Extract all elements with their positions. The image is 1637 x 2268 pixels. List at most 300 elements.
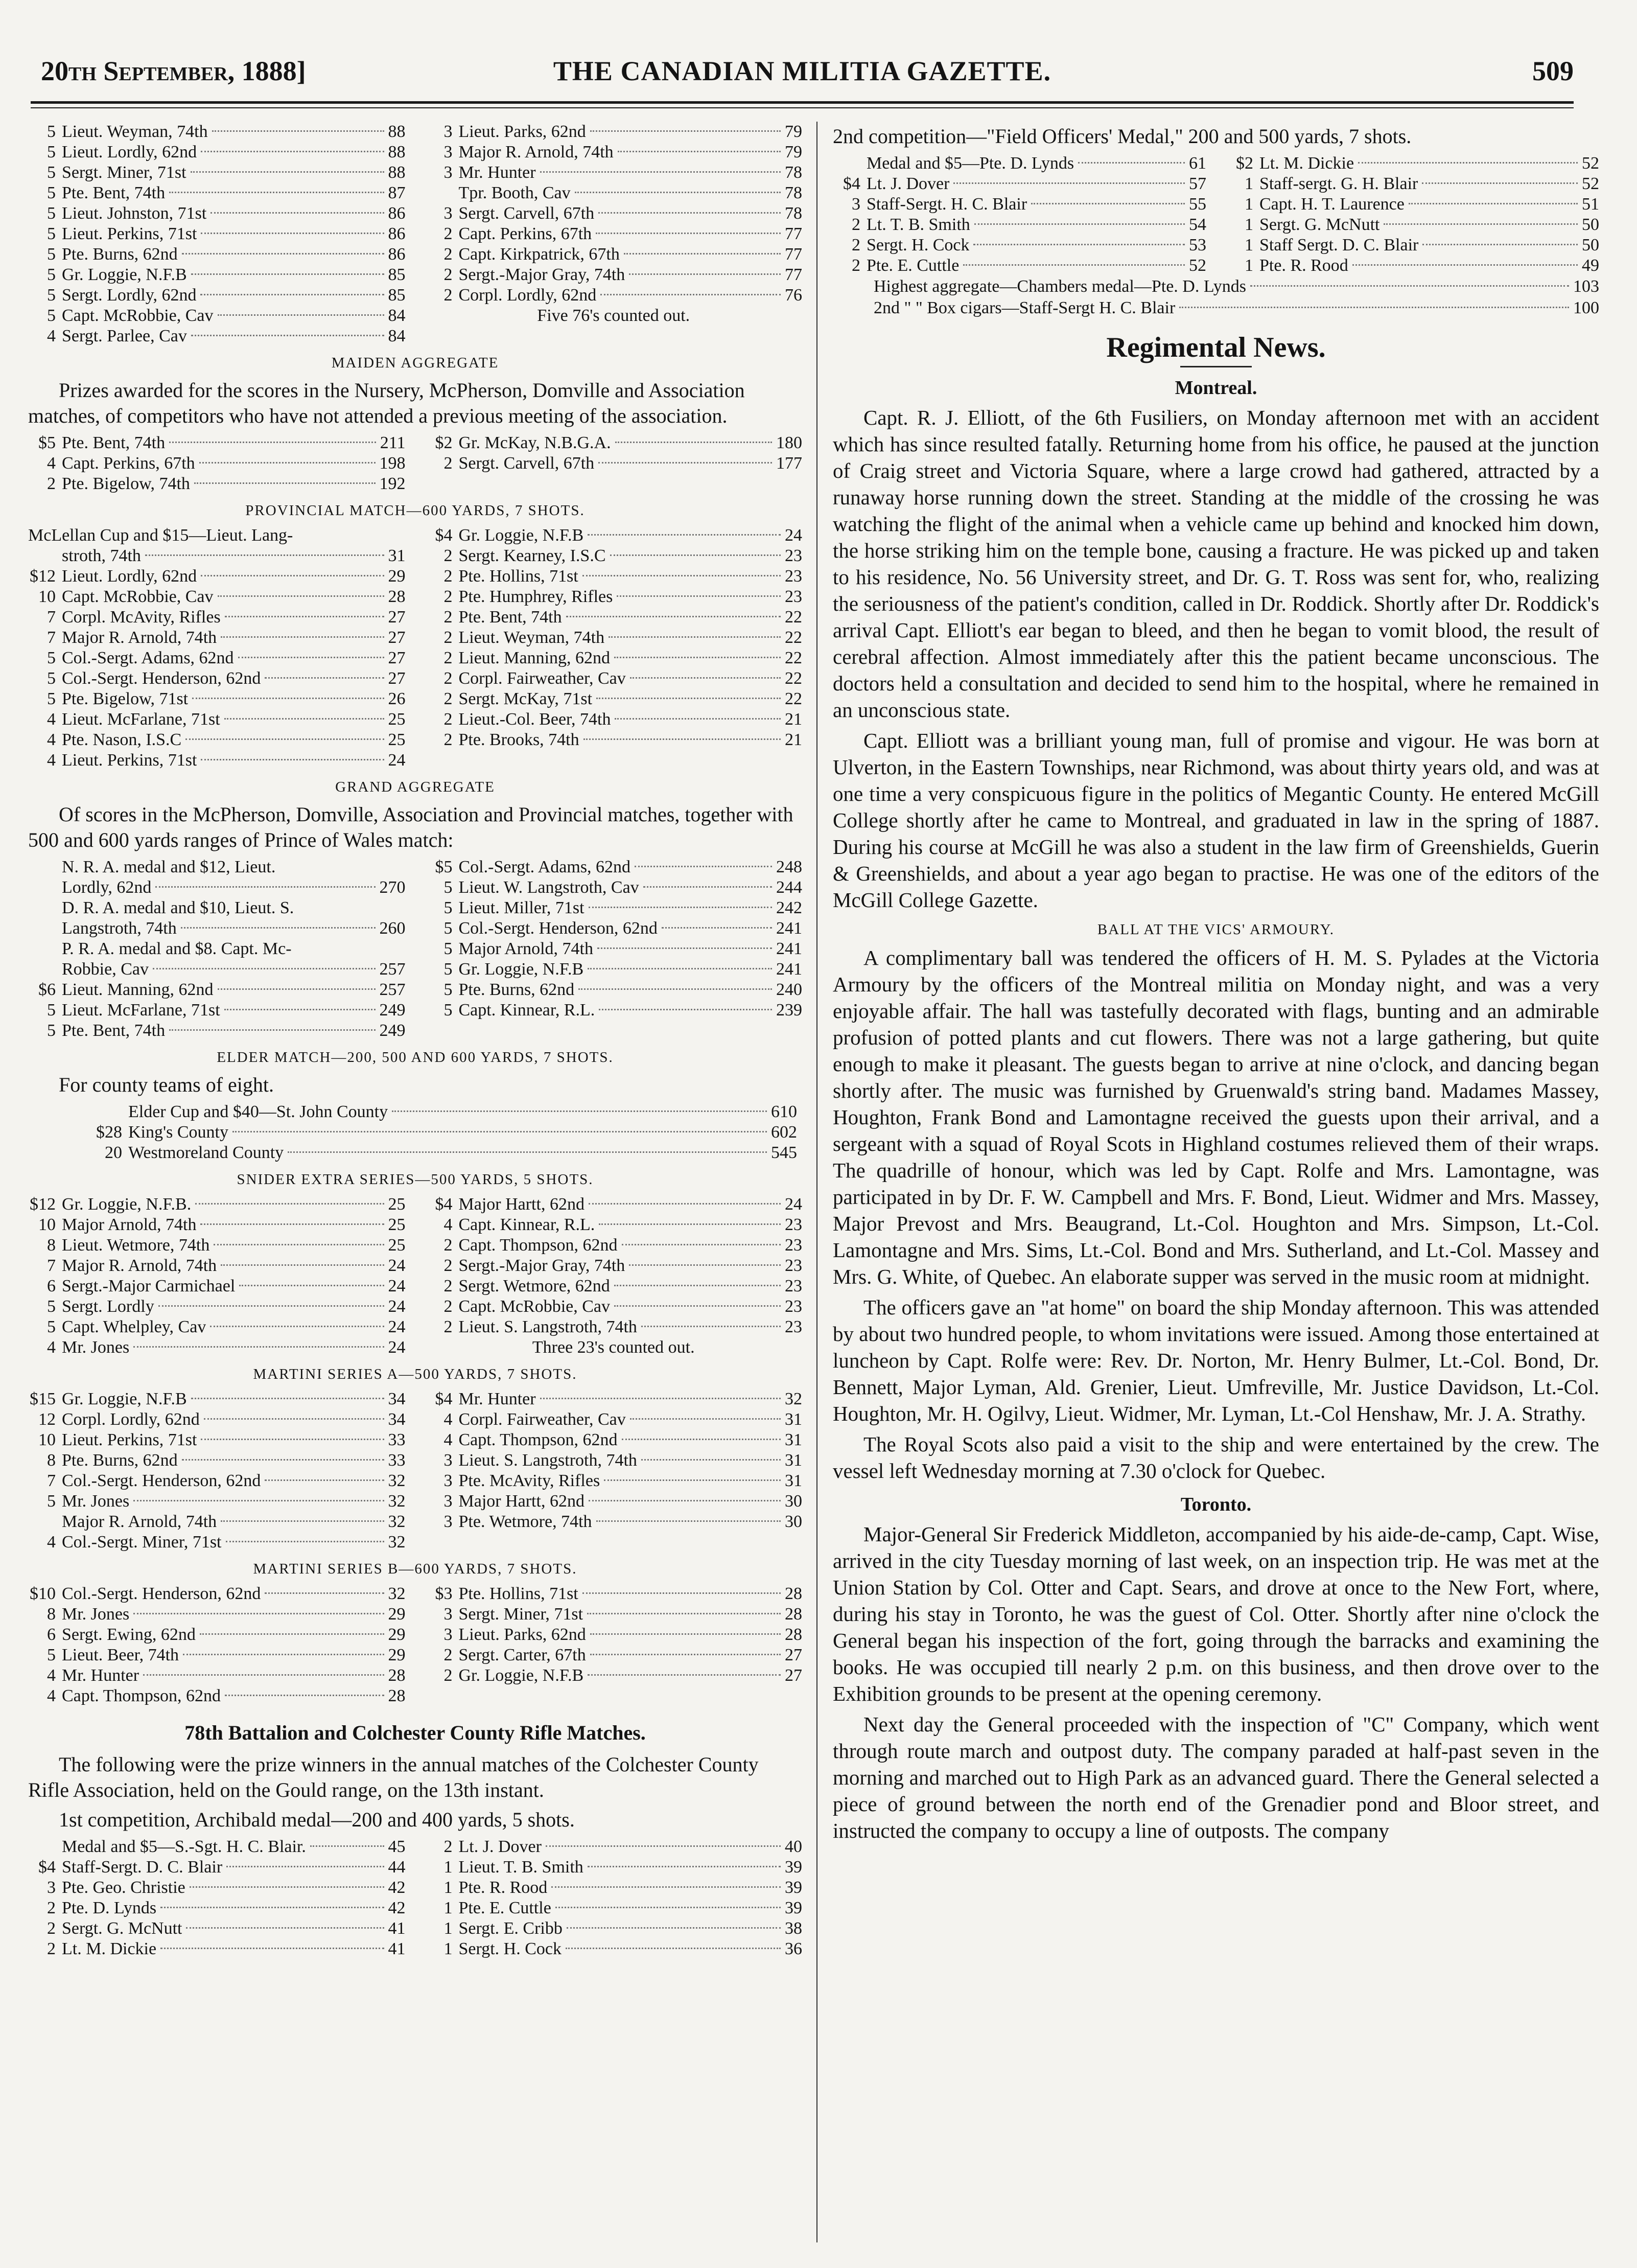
dot-leader (238, 657, 384, 658)
dot-leader (555, 1907, 781, 1908)
score: 88 (388, 143, 406, 161)
prize: 1 (1245, 195, 1253, 214)
score-row (28, 244, 406, 265)
score-row (28, 1215, 406, 1235)
score-row (28, 1450, 406, 1471)
section-heading: PROVINCIAL MATCH—600 YARDS, 7 SHOTS. (245, 502, 585, 519)
score-row (28, 668, 406, 689)
entry-name: Sergt. Miner, 71st (458, 1605, 583, 1624)
entry-name: stroth, 74th (62, 546, 141, 565)
dot-leader (575, 192, 781, 193)
entry-name: Pte. Wetmore, 74th (458, 1512, 592, 1531)
entry-name: Corpl. Lordly, 62nd (62, 1410, 200, 1429)
prize: 5 (443, 939, 453, 958)
entry-name: Capt. Kirkpatrick, 67th (458, 245, 620, 264)
entry-name: Sergt. G. McNutt (1259, 215, 1380, 234)
dot-leader (218, 988, 376, 990)
dot-leader (224, 1009, 376, 1010)
score-row (28, 1276, 406, 1297)
score-row (28, 163, 406, 183)
score-row (28, 1430, 406, 1450)
score-row (28, 285, 406, 306)
score-row (28, 265, 406, 285)
entry-name: Pte. R. Rood (1259, 256, 1348, 275)
score: 88 (388, 122, 406, 141)
dot-leader (145, 554, 384, 556)
score-row (425, 1276, 803, 1297)
prize: 1 (1245, 174, 1253, 193)
score: 45 (388, 1837, 406, 1856)
entry-name: Staff-sergt. G. H. Blair (1259, 174, 1418, 193)
dot-leader (1250, 285, 1569, 287)
score: 23 (785, 587, 802, 606)
entry-name: Lieut. Weyman, 74th (458, 628, 605, 647)
score-row (28, 1194, 406, 1215)
score: 545 (771, 1143, 797, 1162)
score: 44 (388, 1858, 406, 1877)
score: 84 (388, 306, 406, 325)
entry-name: Pte. Hollins, 71st (458, 1584, 578, 1603)
dot-leader (1352, 264, 1578, 266)
dot-leader (265, 677, 384, 679)
score-row (425, 1317, 803, 1337)
score: 198 (379, 454, 406, 473)
score-row (425, 1645, 803, 1665)
maiden-results (28, 433, 802, 494)
score: 39 (785, 1858, 802, 1877)
dot-leader (190, 1886, 384, 1888)
dot-leader (265, 1592, 384, 1594)
score: 29 (388, 1625, 406, 1644)
score: 33 (388, 1430, 406, 1449)
entry-name: Lieut. S. Langstroth, 74th (458, 1317, 637, 1336)
dot-leader (218, 314, 384, 316)
dot-leader (160, 1907, 384, 1908)
prize: 3 (443, 1492, 453, 1511)
score: 27 (388, 608, 406, 627)
prize: 2 (443, 454, 453, 473)
top-scores-section (28, 122, 802, 346)
aggregate-text: Highest aggregate—Chambers medal—Pte. D. Lynds (874, 277, 1246, 296)
prize: 4 (47, 751, 56, 770)
score: 85 (388, 265, 406, 284)
dot-leader (597, 947, 772, 949)
score-row (28, 1604, 406, 1625)
entry-name: Lieut. S. Langstroth, 74th (458, 1451, 637, 1470)
dot-leader (191, 171, 384, 173)
score: 24 (388, 1277, 406, 1295)
prize: 5 (47, 245, 56, 264)
score-row (28, 1532, 406, 1553)
score-row (425, 1430, 803, 1450)
score-list (28, 433, 406, 494)
prize: 2 (443, 286, 453, 305)
dot-leader (191, 335, 384, 336)
aggregate-row (833, 297, 1599, 319)
grand-results (28, 857, 802, 1041)
score: 23 (785, 1297, 802, 1316)
dot-leader (182, 1459, 384, 1461)
prize: 3 (443, 1605, 453, 1624)
entry-name: Gr. Loggie, N.F.B. (62, 1195, 192, 1214)
prize: 2 (852, 256, 860, 275)
score: 39 (785, 1899, 802, 1917)
entry-name: Lieut. Perkins, 71st (62, 224, 197, 243)
dot-leader (225, 1695, 384, 1696)
dot-leader (590, 1633, 781, 1635)
entry-name: Pte. Bigelow, 71st (62, 689, 189, 708)
section-heading: GRAND AGGREGATE (335, 779, 495, 795)
prize: $12 (30, 1195, 56, 1214)
score-row (425, 709, 803, 730)
dateline-toronto: Toronto. (1180, 1494, 1252, 1515)
dot-leader (214, 1244, 384, 1245)
dot-leader (195, 1203, 384, 1205)
masthead-title: THE CANADIAN MILITIA GAZETTE. (553, 56, 1051, 86)
dot-leader (1078, 162, 1185, 164)
dot-leader (200, 1223, 384, 1225)
entry-name: Capt. Perkins, 67th (62, 454, 195, 473)
entry-name: Lt. M. Dickie (62, 1939, 157, 1958)
score: 52 (1582, 174, 1599, 193)
dot-leader (588, 968, 772, 969)
score: 32 (785, 1390, 802, 1408)
prize: 12 (38, 1410, 56, 1429)
score-row (425, 122, 803, 142)
dot-leader (133, 1613, 384, 1614)
score: 30 (785, 1512, 802, 1531)
prize: 2 (443, 1837, 453, 1856)
prize: 2 (47, 1919, 56, 1938)
entry-name: Mr. Jones (62, 1605, 130, 1624)
entry-name: Lieut. Manning, 62nd (458, 649, 611, 667)
entry-name: Lieut. Lordly, 62nd (62, 567, 197, 586)
score-row (28, 857, 406, 877)
score-row (28, 1297, 406, 1317)
score-row (425, 1389, 803, 1409)
prize: $4 (435, 1390, 453, 1408)
score-row (28, 1000, 406, 1021)
score: 25 (388, 1236, 406, 1255)
dot-leader (1179, 307, 1569, 308)
prize: 8 (47, 1236, 56, 1255)
score-row (28, 1409, 406, 1430)
prize: $4 (435, 1195, 453, 1214)
dot-leader (615, 718, 781, 720)
article-intro: The following were the prize winners in the annual matches of the Colchester County Rifle Association, held on the Gould range, on the 13th instant. (28, 1753, 759, 1801)
dot-leader (183, 1654, 384, 1655)
prize: 1 (443, 1858, 453, 1877)
prize: 5 (47, 1492, 56, 1511)
prize: $5 (38, 433, 56, 452)
score: 21 (785, 730, 802, 749)
score: 610 (771, 1102, 797, 1121)
score-row (28, 1837, 406, 1857)
section-heading: ELDER MATCH—200, 500 AND 600 YARDS, 7 SHOTS. (217, 1049, 614, 1066)
prize: $4 (435, 526, 453, 545)
entry-name: Pte. Burns, 62nd (62, 245, 178, 264)
dot-leader (191, 1398, 384, 1399)
score-row (425, 607, 803, 628)
prize: 10 (38, 1430, 56, 1449)
score-row (28, 453, 406, 474)
dot-leader (589, 1500, 781, 1501)
score: 77 (785, 224, 802, 243)
dot-leader (194, 482, 376, 484)
score: 27 (388, 628, 406, 647)
entry-name: Pte. E. Cuttle (458, 1899, 551, 1917)
score-row (425, 730, 803, 750)
entry-name: Lieut. McFarlane, 71st (62, 1001, 220, 1020)
score-row (425, 1857, 803, 1878)
entry-name: Sergt. G. McNutt (62, 1919, 182, 1938)
dot-leader (566, 616, 781, 617)
score: 22 (785, 669, 802, 688)
entry-name: Gr. McKay, N.B.G.A. (458, 433, 611, 452)
prize: 2 (443, 1277, 453, 1295)
entry-name: Capt. McRobbie, Cav (62, 587, 214, 606)
score: 28 (388, 1686, 406, 1705)
score-row (425, 1918, 803, 1939)
entry-name: Staff-Sergt. D. C. Blair (62, 1858, 223, 1877)
prize: 2 (852, 236, 860, 254)
dot-leader (583, 738, 781, 740)
header-rule (31, 101, 1574, 104)
prize: 4 (47, 730, 56, 749)
regimental-news-title: Regimental News. (1106, 332, 1326, 363)
paragraph: A complimentary ball was tendered the officers of H. M. S. Pylades at the Victoria Armoury by the officers of the Montreal militia on Monday night, and was a very enjoyable affair. The hall was tastefully decorated with flags, bunting and an admirable profusion of potted plants and cut flowers. There was not a large gathering, but quite enough to make it pleasant. The guests began to arrive at nine o'clock, and dancing began shortly after. The music was furnished by Gruenwald's string band. Madames Massey, Houghton, Frank Bond and Lamontagne received the guests upon their arrival, and a sergeant with a squad of Royal Scots in Highland costumes relieved them of their wraps. The quadrille of honour, which was led by Capt. Rolfe and Mrs. Lamontagne, was participated in by Dr. F. W. Campbell and Mrs. F. Bond, Lieut. Widmer and Mrs. Massey, Major Prevost and Mrs. Beaugrand, Lt.-Col. Houghton and Mrs. Simpson, Lt.-Col. Lamontagne and Mrs. Sims, Lt.-Col. Bond and Mrs. Sutherland, and Lt.-Col. Massey and Mrs. G. White, of Quebec. An elaborate supper was served in the music room at midnight. (833, 946, 1599, 1288)
prize: 5 (47, 163, 56, 182)
prize: 4 (47, 1666, 56, 1685)
score-list (425, 1389, 803, 1553)
prize: 4 (47, 710, 56, 729)
score: 86 (388, 224, 406, 243)
score-row (425, 1000, 803, 1021)
aggregate-row (833, 276, 1599, 297)
prize: 2 (443, 245, 453, 264)
score: 54 (1189, 215, 1206, 234)
dot-leader (226, 1866, 384, 1867)
dot-leader (133, 1346, 384, 1348)
score: 249 (379, 1001, 406, 1020)
score: 249 (379, 1021, 406, 1040)
entry-name: Sergt. Parlee, Cav (62, 327, 187, 345)
prize: 3 (443, 1512, 453, 1531)
dot-leader (210, 1326, 384, 1327)
score-row (28, 183, 406, 203)
score-row (28, 587, 406, 607)
score-row (425, 1584, 803, 1604)
prize: 5 (443, 919, 453, 938)
dot-leader (221, 636, 384, 638)
score: 180 (776, 433, 802, 452)
prize: 1 (443, 1919, 453, 1938)
dot-leader (615, 442, 772, 443)
entry-name: Pte. Burns, 62nd (458, 980, 575, 999)
dot-leader (265, 1479, 384, 1481)
dot-leader (1409, 203, 1578, 204)
dot-leader (1358, 162, 1578, 164)
score-row (28, 1645, 406, 1665)
dot-leader (288, 1151, 767, 1153)
score-row (1226, 153, 1599, 174)
score-row (28, 142, 406, 163)
entry-name: Pte. Nason, I.S.C (62, 730, 182, 749)
article-body (833, 404, 1599, 913)
score: 31 (785, 1451, 802, 1470)
dot-leader (169, 192, 384, 193)
entry-name: Col.-Sergt. Henderson, 62nd (62, 1584, 261, 1603)
score: 244 (776, 878, 802, 897)
score: 38 (785, 1919, 802, 1938)
prize: 5 (47, 122, 56, 141)
dot-leader (599, 1009, 772, 1010)
paragraph: Capt. R. J. Elliott, of the 6th Fusiliers, on Monday afternoon met with an accident which has since resulted fatally. Returning home from his office, he paused at the junction of Craig street and Victoria Square, where a large crowd had gathered, attracted by a runaway horse running down the street. Standing at the middle of the crossing he was watching the flight of the animal when a vehicle came up behind and knocked him down, the horse striking him on the temple bone, causing a fracture. He was picked up and taken to his residence, No. 56 University street, and Dr. G. T. Ross was sent for, who, realizing the seriousness of the patient's condition, called in Dr. Roddick. Shortly after Dr. Roddick's arrival Capt. Elliott's ear began to bleed, and then he began to vomit blood, the result of cerebral affection. Almost immediately after this the patient became unconscious. The doctors held a consultation and decided to send him to the hospital, where he remained in an unconscious state. (833, 406, 1599, 722)
score: 26 (388, 689, 406, 708)
score-row (95, 1122, 797, 1143)
competition-title: 1st competition, Archibald medal—200 and 400 yards, 5 shots. (59, 1808, 575, 1831)
prize: 7 (47, 1256, 56, 1275)
paragraph: The Royal Scots also paid a visit to the ship and were entertained by the crew. The vessel left Wednesday morning at 7.30 o'clock for Quebec. (833, 1432, 1599, 1483)
dot-leader (200, 1633, 384, 1635)
snider-results (28, 1194, 802, 1358)
prize: 10 (38, 587, 56, 606)
entry-name: Medal and $5—S.-Sgt. H. C. Blair. (62, 1837, 306, 1856)
prize: 2 (443, 1236, 453, 1255)
score: 241 (776, 939, 802, 958)
dot-leader (224, 718, 384, 720)
entry-name: Lieut. Parks, 62nd (458, 1625, 586, 1644)
entry-name: Col.-Sergt. Henderson, 62nd (62, 1471, 261, 1490)
score: 84 (388, 327, 406, 345)
score-row (425, 244, 803, 265)
dateline-montreal: Montreal. (1175, 377, 1257, 399)
dot-leader (643, 886, 772, 888)
score: 34 (388, 1390, 406, 1408)
score: 77 (785, 245, 802, 264)
section-heading: SNIDER EXTRA SERIES—500 YARDS, 5 SHOTS. (237, 1171, 594, 1188)
dot-leader (181, 927, 376, 929)
dot-leader (629, 1264, 781, 1266)
entry-name: Major Hartt, 62nd (458, 1195, 584, 1214)
score: 31 (388, 546, 406, 565)
prize: 8 (47, 1605, 56, 1624)
prize: 3 (47, 1878, 56, 1897)
entry-name: Gr. Loggie, N.F.B (458, 960, 584, 979)
score-row (28, 474, 406, 494)
dot-leader (600, 294, 781, 295)
prize: $6 (38, 980, 56, 999)
score-row (833, 235, 1206, 256)
score: 23 (785, 1215, 802, 1234)
score-row (833, 256, 1206, 276)
entry-name: Corpl. Lordly, 62nd (458, 286, 597, 305)
score: 61 (1189, 154, 1206, 173)
score: 24 (785, 526, 802, 545)
score: 31 (785, 1471, 802, 1490)
entry-name: Lieut. Lordly, 62nd (62, 143, 197, 161)
prize: 5 (47, 1021, 56, 1040)
prize: 4 (47, 327, 56, 345)
entry-name: Pte. Geo. Christie (62, 1878, 185, 1897)
martini-a-results (28, 1389, 802, 1553)
score-row (425, 939, 803, 959)
score: 78 (785, 183, 802, 202)
score-row (95, 1143, 797, 1163)
entry-name: Col.-Sergt. Henderson, 62nd (62, 669, 261, 688)
score-row (28, 689, 406, 709)
prize: 3 (443, 1451, 453, 1470)
entry-name: Mr. Hunter (62, 1666, 139, 1685)
entry-name: Capt. Thompson, 62nd (458, 1430, 618, 1449)
score: 602 (771, 1123, 797, 1142)
dot-leader (590, 1654, 781, 1655)
paragraph: Capt. Elliott was a brilliant young man, full of promise and vigour. He was born at Ulverton, in the Eastern Townships, near Richmond, was about thirty years old, and was at one time a very conspicuous figure in the politics of Megantic County. He entered McGill College shortly after he came to Montreal, and graduated in law in the spring of 1887. During his course at McGill he was also a student in the law firm of Greenshields, Guerin & Greenshields, and about a year ago began to practise. He was one of the editors of the McGill College Gazette. (833, 729, 1599, 912)
entry-name: Sergt. H. Cock (867, 236, 970, 254)
entry-name: Staff Sergt. D. C. Blair (1259, 236, 1419, 254)
score: 32 (388, 1584, 406, 1603)
score: 23 (785, 1277, 802, 1295)
prize: $2 (1236, 154, 1253, 173)
entry-name: Pte. Bent, 74th (62, 1021, 166, 1040)
prize: 4 (47, 1533, 56, 1552)
prize: 3 (852, 195, 860, 214)
prize: 5 (47, 649, 56, 667)
score: 52 (1582, 154, 1599, 173)
dot-leader (622, 1439, 781, 1440)
prize: 2 (443, 1646, 453, 1664)
prize: 2 (443, 587, 453, 606)
score: 76 (785, 286, 802, 305)
dot-leader (546, 1845, 781, 1847)
score: 42 (388, 1899, 406, 1917)
prize: 5 (443, 898, 453, 917)
entry-name: Mr. Jones (62, 1492, 130, 1511)
score-row (425, 142, 803, 163)
score-row (28, 980, 406, 1000)
prize: 2 (443, 265, 453, 284)
dot-leader (618, 151, 781, 152)
score: 24 (388, 1317, 406, 1336)
score: 24 (785, 1195, 802, 1214)
prize: 5 (47, 306, 56, 325)
dot-leader (635, 866, 772, 867)
score-row-continued (28, 918, 406, 939)
score-list (28, 1194, 406, 1358)
header-rule-thin (31, 107, 1574, 108)
entry-name: P. R. A. medal and $8. Capt. Mc- (62, 939, 292, 958)
score: 248 (776, 858, 802, 876)
entry-name: Sergt. Carvell, 67th (458, 454, 595, 473)
score-list (425, 1584, 803, 1706)
score-row (28, 709, 406, 730)
prize: 2 (852, 215, 860, 234)
score: 50 (1582, 215, 1599, 234)
score: 39 (785, 1878, 802, 1897)
dot-leader (540, 1398, 781, 1399)
prize: 3 (443, 1625, 453, 1644)
entry-name: Lt. J. Dover (867, 174, 950, 193)
score-row (28, 1665, 406, 1686)
prize: 2 (443, 546, 453, 565)
score: 31 (785, 1410, 802, 1429)
entry-name: Gr. Loggie, N.F.B (62, 1390, 187, 1408)
score: 78 (785, 163, 802, 182)
colchester-results (28, 1837, 802, 1959)
score: 88 (388, 163, 406, 182)
score: 31 (785, 1430, 802, 1449)
entry-name: Lt. M. Dickie (1259, 154, 1354, 173)
